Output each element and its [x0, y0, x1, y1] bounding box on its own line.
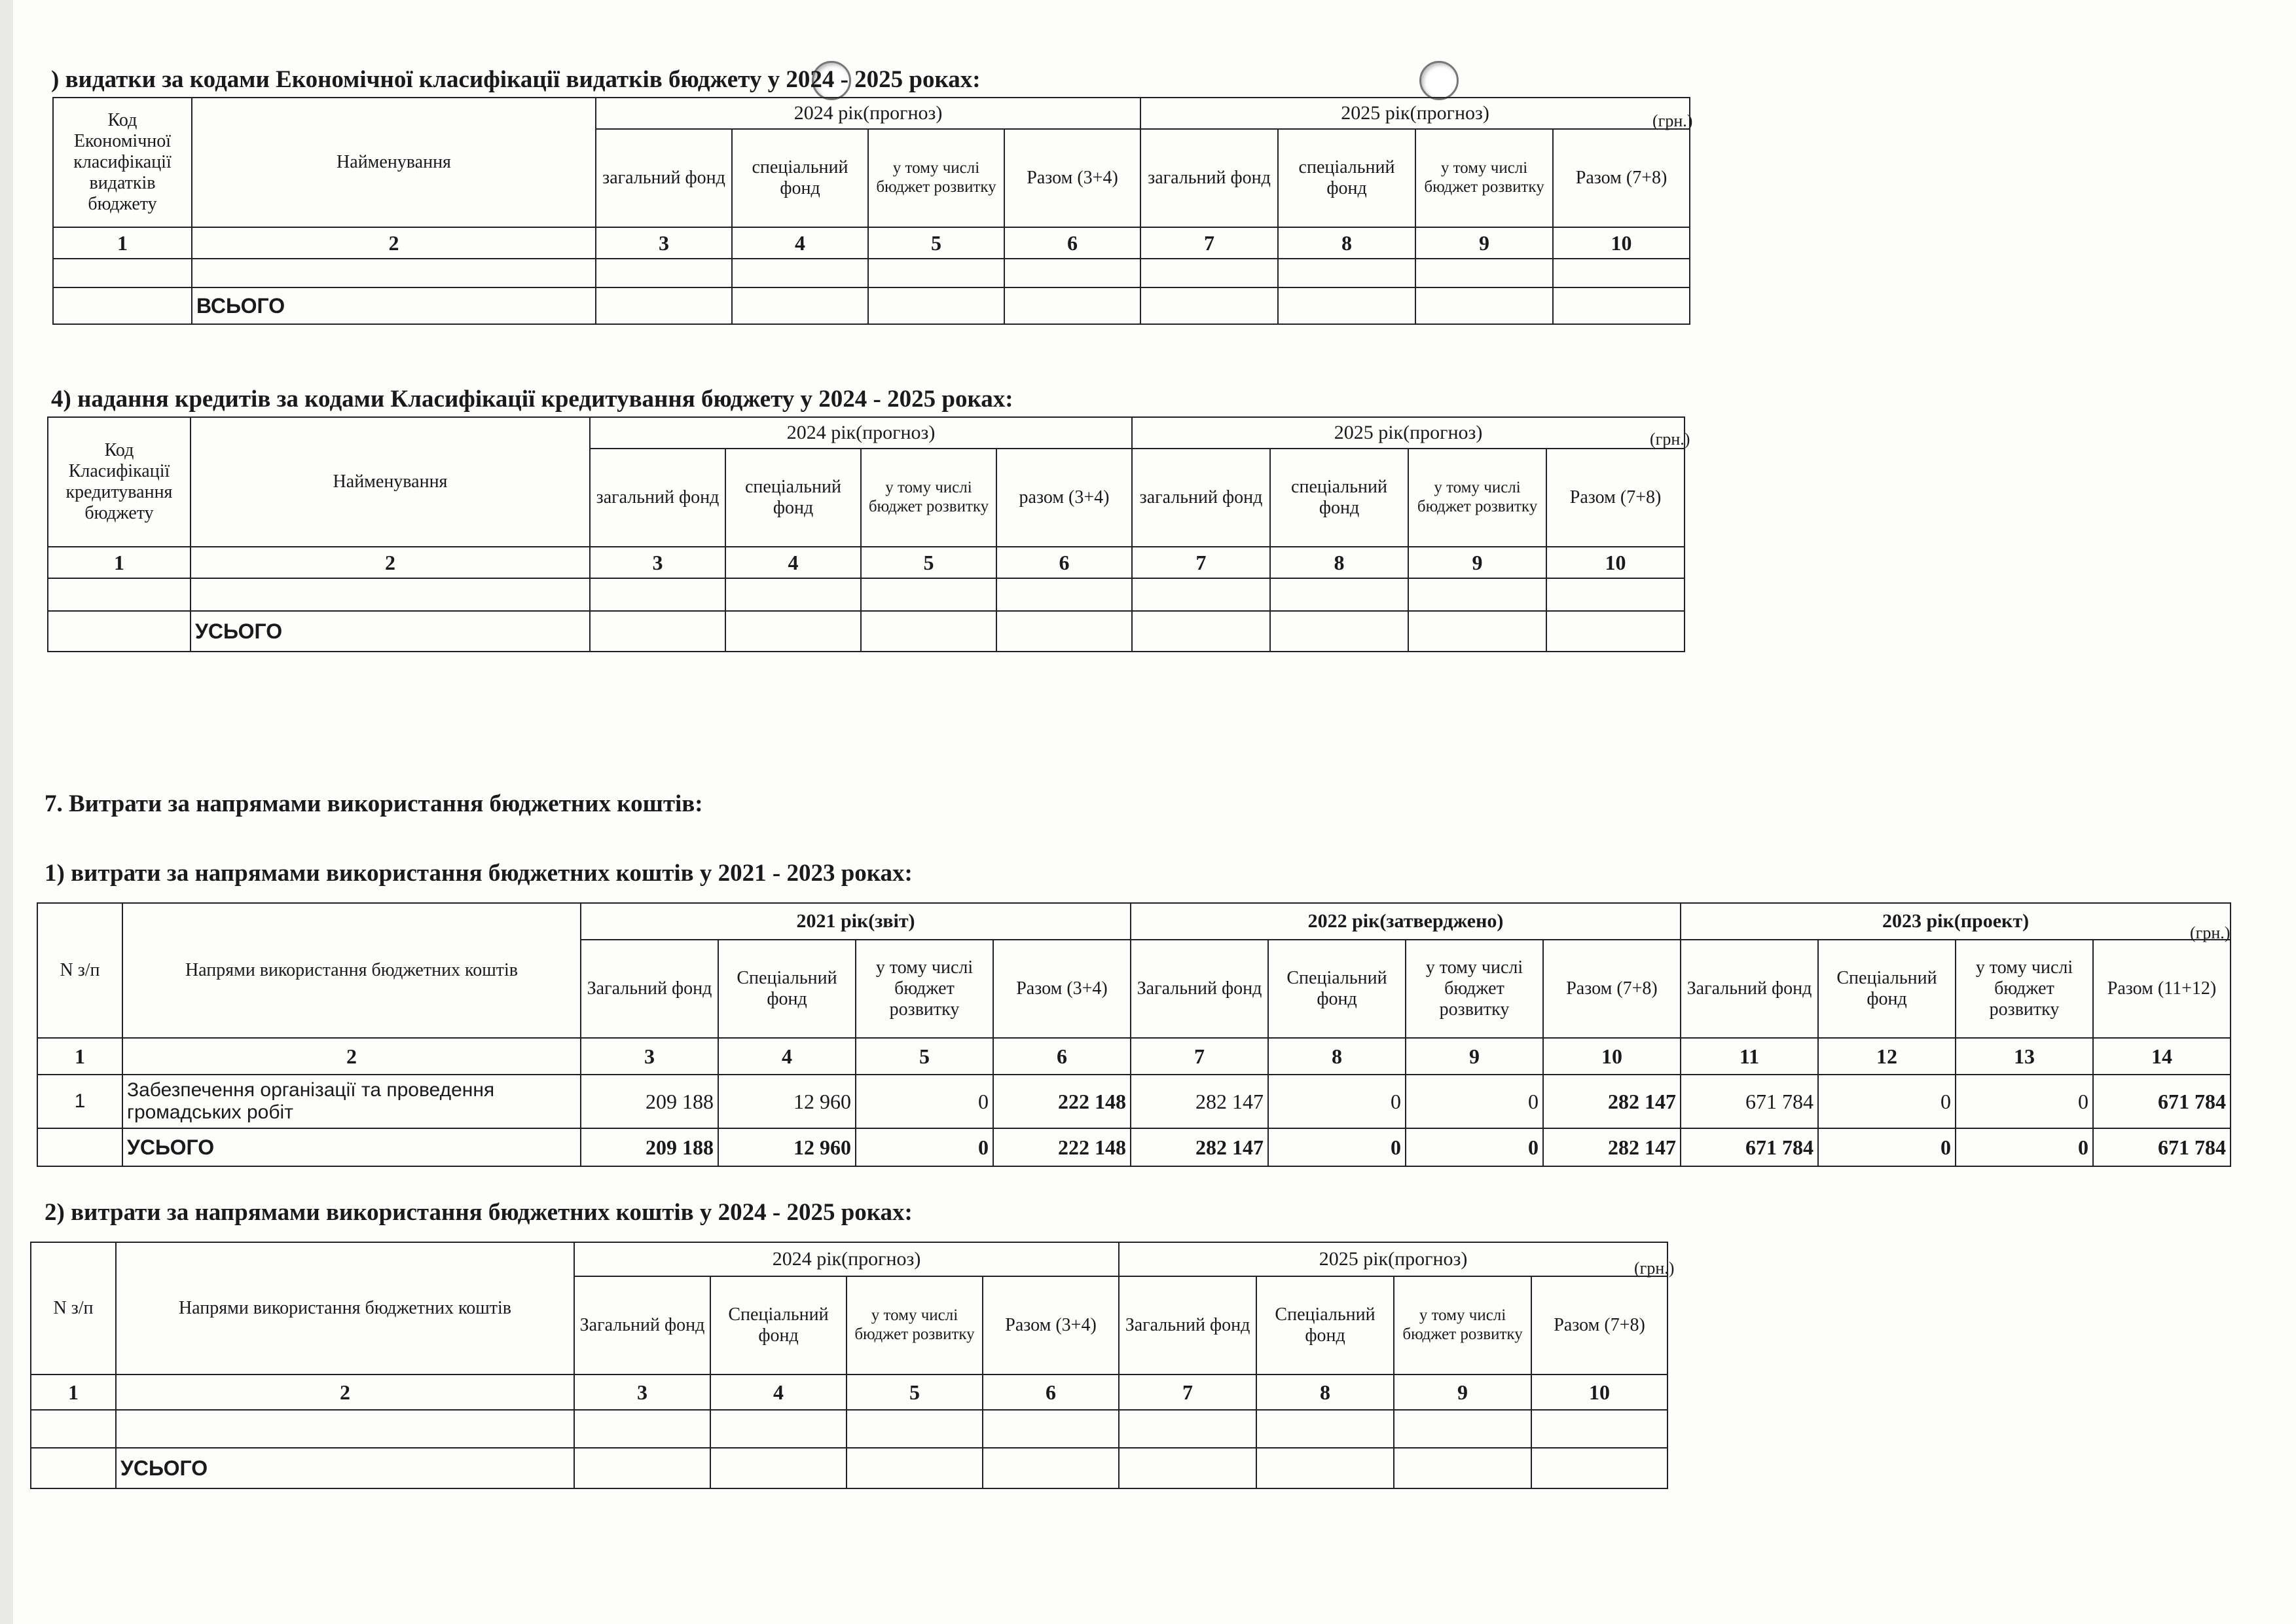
total-header: Разом (7+8) [1543, 940, 1681, 1038]
special-fund-header: Спеціальний фонд [1818, 940, 1956, 1038]
total-value: 282 147 [1131, 1128, 1268, 1166]
index-cell: 11 [1681, 1038, 1818, 1075]
index-cell: 8 [1278, 227, 1415, 259]
punch-hole [1419, 61, 1459, 100]
index-cell: 6 [993, 1038, 1131, 1075]
value-cell: 671 784 [1681, 1075, 1818, 1128]
special-fund-header: Спеціальний фонд [710, 1276, 847, 1375]
index-cell: 6 [996, 547, 1132, 578]
index-cell: 10 [1531, 1375, 1667, 1410]
index-cell: 3 [596, 227, 732, 259]
index-cell: 5 [856, 1038, 993, 1075]
year-2023-header: 2023 рік(проект) [1681, 903, 2231, 940]
unit-label: (грн.) [1650, 430, 1690, 449]
total-label: УСЬОГО [191, 611, 590, 652]
unit-label: (грн.) [2190, 923, 2231, 942]
value-cell: 0 [1818, 1075, 1956, 1128]
development-budget-header: у тому числі бюджет розвитку [1415, 129, 1553, 227]
table-row [48, 578, 1685, 611]
development-budget-header: у тому числі бюджет розвитку [868, 129, 1004, 227]
general-fund-header: Загальний фонд [1119, 1276, 1256, 1375]
general-fund-header: Загальний фонд [574, 1276, 710, 1375]
index-cell: 6 [983, 1375, 1119, 1410]
unit-label: (грн.) [1652, 111, 1693, 130]
total-header: Разом (11+12) [2093, 940, 2231, 1038]
table-row [37, 1075, 2231, 1128]
total-value: 0 [1406, 1128, 1543, 1166]
general-fund-header: загальний фонд [1132, 449, 1270, 547]
index-cell: 10 [1543, 1038, 1681, 1075]
year-2021-header: 2021 рік(звіт) [581, 903, 1131, 940]
index-cell: 8 [1268, 1038, 1406, 1075]
development-budget-header: у тому числі бюджет розвитку [1408, 449, 1546, 547]
section-7-heading: 7. Витрати за напрямами використання бюджетних коштів: [45, 790, 703, 817]
total-header: Разом (7+8) [1553, 129, 1690, 227]
special-fund-header: спеціальний фонд [725, 449, 861, 547]
index-cell: 5 [868, 227, 1004, 259]
total-row [48, 611, 1685, 652]
year-2024-header: 2024 рік(прогноз) [574, 1242, 1119, 1276]
row-number: 1 [37, 1075, 122, 1128]
direction-name: Забезпечення організації та проведення громадських робіт [122, 1075, 581, 1128]
unit-label: (грн.) [1634, 1259, 1675, 1278]
value-cell: 282 147 [1131, 1075, 1268, 1128]
index-cell: 3 [590, 547, 725, 578]
total-value: 12 960 [718, 1128, 856, 1166]
special-fund-header: Спеціальний фонд [718, 940, 856, 1038]
index-cell: 7 [1132, 547, 1270, 578]
index-cell: 6 [1004, 227, 1140, 259]
name-header: Найменування [192, 98, 596, 227]
index-cell: 3 [574, 1375, 710, 1410]
development-budget-header: у тому числі бюджет розвитку [1394, 1276, 1531, 1375]
table-row [53, 259, 1690, 287]
total-value: 671 784 [2093, 1128, 2231, 1166]
index-cell: 1 [31, 1375, 116, 1410]
development-budget-header: у тому числі бюджет розвитку [1956, 940, 2093, 1038]
scan-edge [0, 0, 13, 1624]
index-cell: 2 [191, 547, 590, 578]
table-economic-classification [52, 97, 1693, 325]
number-header: N з/п [31, 1242, 116, 1375]
total-header: Разом (7+8) [1546, 449, 1685, 547]
general-fund-header: загальний фонд [1140, 129, 1278, 227]
total-header: Разом (3+4) [983, 1276, 1119, 1375]
directions-header: Напрями використання бюджетних коштів [116, 1242, 574, 1375]
total-header: разом (3+4) [996, 449, 1132, 547]
development-budget-header: у тому числі бюджет розвитку [856, 940, 993, 1038]
code-header: Код Класифікації кредитування бюджету [48, 417, 191, 547]
total-value: 282 147 [1543, 1128, 1681, 1166]
index-cell: 7 [1140, 227, 1278, 259]
index-cell: 2 [192, 227, 596, 259]
section-7-1-heading: 1) витрати за напрямами використання бюджетних коштів у 2021 - 2023 роках: [45, 860, 913, 887]
total-header: Разом (3+4) [1004, 129, 1140, 227]
number-header: N з/п [37, 903, 122, 1038]
index-cell: 10 [1546, 547, 1685, 578]
index-cell: 8 [1256, 1375, 1394, 1410]
value-cell: 0 [1406, 1075, 1543, 1128]
table-directions-2021-2023 [37, 902, 2231, 1167]
index-cell: 4 [710, 1375, 847, 1410]
value-cell: 222 148 [993, 1075, 1131, 1128]
index-cell: 4 [732, 227, 868, 259]
general-fund-header: загальний фонд [596, 129, 732, 227]
development-budget-header: у тому числі бюджет розвитку [1406, 940, 1543, 1038]
value-cell: 0 [856, 1075, 993, 1128]
name-header: Найменування [191, 417, 590, 547]
value-cell: 671 784 [2093, 1075, 2231, 1128]
index-cell: 2 [116, 1375, 574, 1410]
table-directions-2024-2025 [30, 1242, 1668, 1489]
total-label: УСЬОГО [122, 1128, 581, 1166]
total-value: 222 148 [993, 1128, 1131, 1166]
development-budget-header: у тому числі бюджет розвитку [861, 449, 996, 547]
section-3-heading: ) видатки за кодами Економічної класифікації видатків бюджету у 2024 - 2025 роках: [51, 66, 981, 93]
value-cell: 0 [1956, 1075, 2093, 1128]
special-fund-header: спеціальний фонд [1270, 449, 1408, 547]
total-value: 0 [1956, 1128, 2093, 1166]
index-cell: 10 [1553, 227, 1690, 259]
code-header: Код Економічної класифікації видатків бюджету [53, 98, 192, 227]
index-cell: 1 [37, 1038, 122, 1075]
index-cell: 4 [718, 1038, 856, 1075]
general-fund-header: Загальний фонд [1681, 940, 1818, 1038]
total-header: Разом (7+8) [1531, 1276, 1667, 1375]
index-cell: 14 [2093, 1038, 2231, 1075]
general-fund-header: загальний фонд [590, 449, 725, 547]
total-row [37, 1128, 2231, 1166]
total-label: УСЬОГО [116, 1448, 574, 1488]
section-4-heading: 4) надання кредитів за кодами Класифікації кредитування бюджету у 2024 - 2025 роках: [51, 386, 1013, 413]
special-fund-header: Спеціальний фонд [1268, 940, 1406, 1038]
development-budget-header: у тому числі бюджет розвитку [847, 1276, 983, 1375]
general-fund-header: Загальний фонд [1131, 940, 1268, 1038]
index-cell: 9 [1415, 227, 1553, 259]
index-cell: 1 [53, 227, 192, 259]
value-cell: 282 147 [1543, 1075, 1681, 1128]
value-cell: 12 960 [718, 1075, 856, 1128]
special-fund-header: Спеціальний фонд [1256, 1276, 1394, 1375]
year-2024-header: 2024 рік(прогноз) [596, 98, 1140, 129]
total-value: 0 [1818, 1128, 1956, 1166]
year-2022-header: 2022 рік(затверджено) [1131, 903, 1681, 940]
index-cell: 13 [1956, 1038, 2093, 1075]
index-cell: 1 [48, 547, 191, 578]
total-row [53, 287, 1690, 324]
total-value: 0 [1268, 1128, 1406, 1166]
year-2024-header: 2024 рік(прогноз) [590, 417, 1132, 449]
index-cell: 7 [1119, 1375, 1256, 1410]
index-cell: 7 [1131, 1038, 1268, 1075]
general-fund-header: Загальний фонд [581, 940, 718, 1038]
index-cell: 5 [861, 547, 996, 578]
year-2025-header: 2025 рік(прогноз) [1132, 417, 1685, 449]
total-row [31, 1448, 1667, 1488]
special-fund-header: спеціальний фонд [732, 129, 868, 227]
year-2025-header: 2025 рік(прогноз) [1140, 98, 1690, 129]
directions-header: Напрями використання бюджетних коштів [122, 903, 581, 1038]
index-cell: 9 [1406, 1038, 1543, 1075]
special-fund-header: спеціальний фонд [1278, 129, 1415, 227]
index-cell: 8 [1270, 547, 1408, 578]
value-cell: 209 188 [581, 1075, 718, 1128]
index-cell: 2 [122, 1038, 581, 1075]
total-value: 671 784 [1681, 1128, 1818, 1166]
year-2025-header: 2025 рік(прогноз) [1119, 1242, 1667, 1276]
index-cell: 3 [581, 1038, 718, 1075]
total-header: Разом (3+4) [993, 940, 1131, 1038]
section-7-2-heading: 2) витрати за напрямами використання бюджетних коштів у 2024 - 2025 роках: [45, 1199, 913, 1226]
index-cell: 12 [1818, 1038, 1956, 1075]
total-value: 209 188 [581, 1128, 718, 1166]
total-label: ВСЬОГО [192, 287, 596, 324]
table-credit-classification [47, 416, 1685, 652]
total-value: 0 [856, 1128, 993, 1166]
index-cell: 5 [847, 1375, 983, 1410]
value-cell: 0 [1268, 1075, 1406, 1128]
index-cell: 4 [725, 547, 861, 578]
table-row [31, 1410, 1667, 1448]
index-cell: 9 [1394, 1375, 1531, 1410]
index-cell: 9 [1408, 547, 1546, 578]
